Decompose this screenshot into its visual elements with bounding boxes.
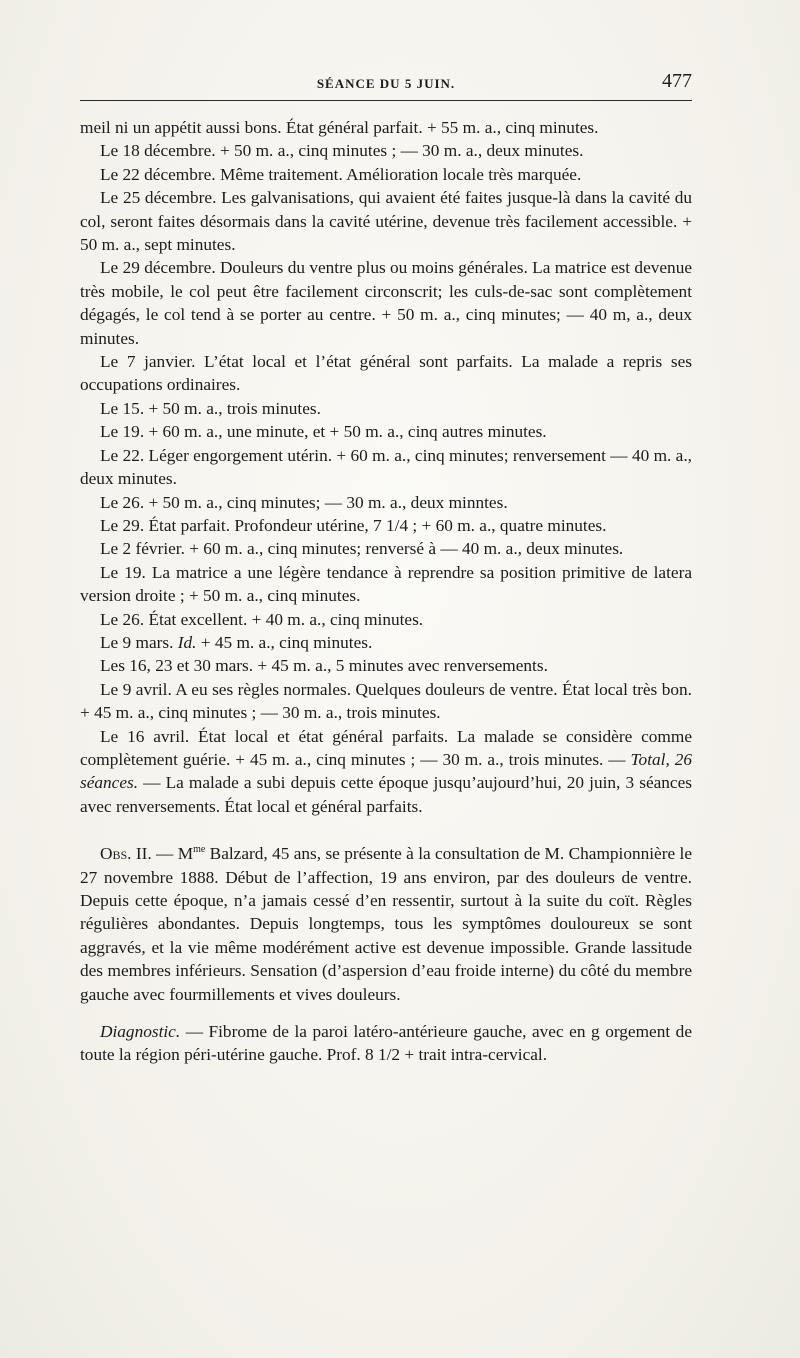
paragraph: Le 26. + 50 m. a., cinq minutes; — 30 m. a., deux minntes. — [100, 492, 508, 512]
paragraph: Le 18 décembre. + 50 m. a., cinq minutes ; — 30 m. a., deux minutes. — [100, 141, 584, 161]
paragraph — [80, 725, 692, 819]
paragraph-text: Le 9 mars. — [100, 632, 178, 652]
paragraph-text: — Fibrome de la paroi latéro-antérieure gauche, avec en g orgement de toute la région péri-utérine gauche. Prof. 8 1/2 + trait intra-cervical. — [80, 1022, 692, 1065]
paragraph: Le 2 février. + 60 m. a., cinq minutes; renversé à — 40 m. a., deux minutes. — [100, 539, 624, 559]
paragraph: Le 29. État parfait. Profondeur utérine, 7 1/4 ; + 60 m. a., quatre minutes. — [100, 515, 607, 535]
paragraph: Le 29 décembre. Douleurs du ventre plus ou moins générales. La matrice est devenue très mobile, le col peut être facilement circonscrit; les culs-de-sac sont complètement dégagés, le col tend à se porter au centre. + 50 m. a., cinq minutes; — 40 m, a., deux minutes. — [80, 258, 692, 348]
paragraph: Le 19. La matrice a une légère tendance à reprendre sa position primitive de latera version droite ; + 50 m. a., cinq minutes. — [80, 562, 692, 606]
diagnostic-paragraph — [80, 1020, 692, 1067]
paragraph: Les 16, 23 et 30 mars. + 45 m. a., 5 minutes avec renversements. — [100, 656, 548, 676]
page-number: 477 — [662, 70, 692, 92]
paragraph-text: + 45 m. a., cinq minutes. — [196, 632, 373, 652]
running-head: SÉANCE DU 5 JUIN. — [316, 76, 456, 91]
superscript: me — [193, 844, 206, 856]
paragraph-italic: Total, 26 séances. — [80, 749, 692, 793]
paragraph: Le 9 avril. A eu ses règles normales. Quelques douleurs de ventre. État local très bon. + 45 m. a., cinq minutes ; — 30 m. a., trois minutes. — [80, 679, 692, 723]
paragraph: meil ni un appétit aussi bons. État général parfait. + 55 m. a., cinq minutes. — [80, 118, 599, 137]
section-gap — [80, 1006, 692, 1020]
paragraph: Le 26. État excellent. + 40 m. a., cinq minutes. — [100, 609, 424, 629]
paragraph-italic: Id. — [177, 632, 197, 652]
paragraph — [80, 631, 692, 654]
text-body — [80, 116, 692, 1067]
paragraph-text: — M — [151, 844, 194, 864]
paragraph-text: Le 16 avril. État local et état général parfaits. La malade se considère comme complètement guérie. + 45 m. a., cinq minutes ; — 30 m. a., trois minutes. — — [80, 726, 692, 769]
observation-label: Obs. II. — [100, 844, 152, 864]
paragraph-text: Balzard, 45 ans, se présente à la consultation de M. Championnière le 27 novembre 1888. Début de l’affection, 19 ans environ, par des douleurs de ventre. Depuis cette époque, n’a jamais cessé d’en ressentir, surtout à la suite du coït. Règles régulières abondantes. Depuis longtemps, tous les symptômes douloureux se sont aggravés, et la vie même modérément active est devenue impossible. Grande lassitude des membres inférieurs. Sensation (d’aspersion d’eau froide interne) du côté du membre gauche avec fourmillements et vives douleurs. — [80, 844, 692, 1004]
paragraph: Le 22 décembre. Même traitement. Amélioration locale très marquée. — [100, 164, 582, 184]
diagnostic-label: Diagnostic. — [100, 1022, 181, 1042]
page-header — [80, 70, 692, 98]
paragraph: Le 22. Léger engorgement utérin. + 60 m. a., cinq minutes; renversement — 40 m. a., deux minutes. — [80, 445, 692, 489]
paragraph-text: — La malade a subi depuis cette époque jusqu’aujourd’hui, 20 juin, 3 séances avec renversements. État local et général parfaits. — [80, 773, 692, 816]
paragraph: Le 15. + 50 m. a., trois minutes. — [100, 398, 321, 418]
section-gap — [80, 818, 692, 842]
paragraph: Le 19. + 60 m. a., une minute, et + 50 m. a., cinq autres minutes. — [100, 422, 547, 442]
paragraph: Le 7 janvier. L’état local et l’état général sont parfaits. La malade a repris ses occupations ordinaires. — [80, 352, 692, 395]
header-rule — [80, 100, 692, 101]
observation-paragraph — [80, 842, 692, 1006]
paragraph: Le 25 décembre. Les galvanisations, qui avaient été faites jusque-là dans la cavité du col, seront faites désormais dans la cavité utérine, devenue très facilement accessible. + 50 m. a., sept minutes. — [80, 188, 692, 255]
